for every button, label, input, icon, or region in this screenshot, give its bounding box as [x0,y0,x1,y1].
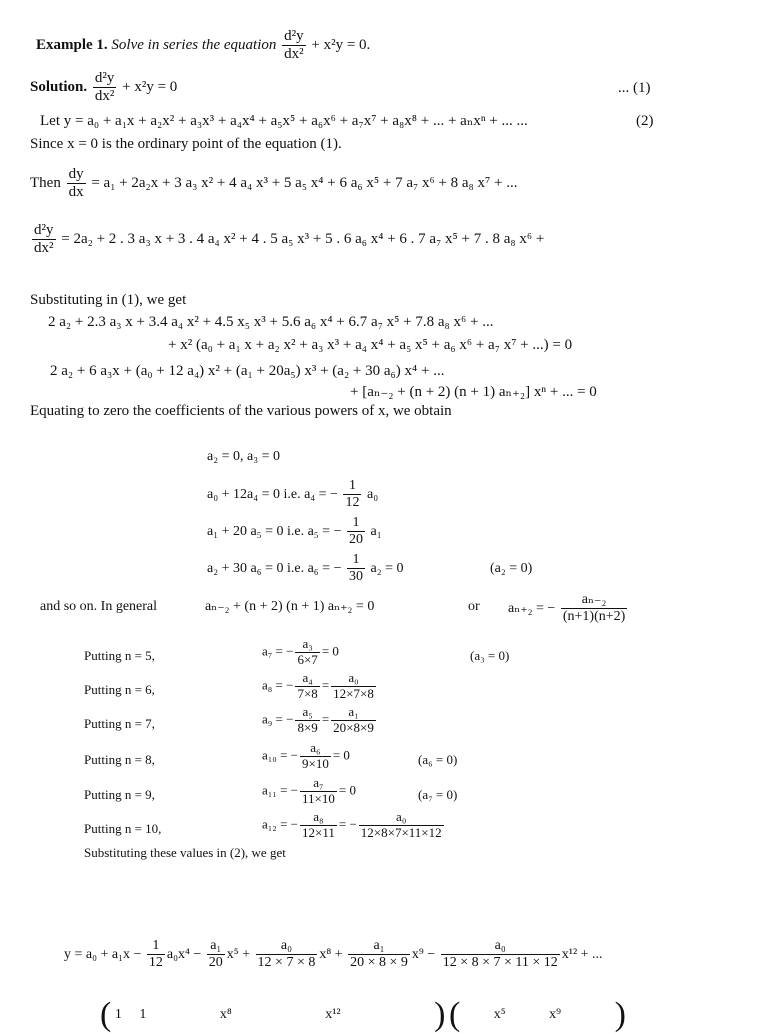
final-series: y = a₀ + a₁x − $\frac{1}{12}$ a₀x⁴ − $\frac{\text{a₁}}{20}$ x⁵ + $\frac{\text{a₀}}{12 \times 7 \times 8}$ x⁸ + $\frac{\text{a₁}}{20 \times 8 \times 9}$ x⁹ − $\frac{\text{a₀}}{12 \times 8 \times 7 \times 11 \times 12}$ x¹² + ... [64,938,603,971]
example-fraction: $\frac{\text{d²y}}{\text{dx²}}$ [284,28,304,63]
series-term-4: $\frac{\text{a₁}}{20 \times 8 \times 9}$ [350,938,408,971]
series-term-5: $\frac{\text{a₀}}{12 \times 8 \times 7 \times 11 \times 12}$ [442,938,558,971]
putting-fraction-2: $\frac{\text{a₁}}{20\times 8\times 9}$ [333,704,374,735]
general-relation: aₙ₋₂ + (n + 2) (n + 1) aₙ₊₂ = 0 [205,599,375,614]
coef-line-1: a₂ = 0, a₃ = 0 [207,449,280,464]
example-eq-rest: + x²y = 0. [311,37,371,54]
series-term-1: $\frac{1}{12}$ [148,938,163,971]
coef-line-3: a₁ + 20 a₅ = 0 i.e. a₅ = − $\frac{1}{20}$ a₁ [207,515,382,548]
putting-equation: a₇ = − $\frac{\text{a₃}}{6\times 7}$ = 0 [262,636,339,667]
substituting-line-4: + [aₙ₋₂ + (n + 2) (n + 1) aₙ₊₂] xⁿ + ... = 0 [350,384,597,400]
coef-2-fraction: $\frac{1}{12}$ [345,478,360,511]
equating-line: Equating to zero the coefficients of the various powers of x, we obtain [30,403,452,419]
solution-fraction: $\frac{\text{d²y}}{\text{dx²}}$ [94,70,115,105]
substituting-intro: Substituting in (1), we get [30,292,187,308]
putting-equation: a₁₀ = − $\frac{\text{a₆}}{9\times 10}$ = 0 [262,740,350,771]
coef-4-note: (a₂ = 0) [490,561,533,576]
putting-label: Putting n = 8, [84,752,155,767]
putting-fraction: $\frac{\text{a₄}}{7\times 8}$ [297,670,318,701]
equation-tag-2: (2) [636,113,654,129]
solution-eq-rest: + x²y = 0 [122,79,178,96]
putting-label: Putting n = 10, [84,821,162,836]
since-line: Since x = 0 is the ordinary point of the equation (1). [30,136,342,152]
substituting-line-1: 2 a₂ + 2.3 a₃ x + 3.4 a₄ x² + 4.5 x₅ x³ + 5.6 a₆ x⁴ + 6.7 a₇ x⁵ + 7.8 a₈ x⁶ + ... [48,314,494,330]
example-label: Example 1. [36,37,108,54]
equation-tag-1: ... (1) [618,80,651,96]
substituting-line-3: 2 a₂ + 6 a₃x + (a₀ + 12 a₄) x² + (a₁ + 20a₅) x³ + (a₂ + 30 a₆) x⁴ + ... [50,363,445,379]
d2y-dx2-fraction: $\frac{\text{d²y}}{\text{dx²}}$ [34,222,54,257]
coef-4-fraction: $\frac{1}{30}$ [348,552,363,585]
last-line-partial: ( 1 1 x⁸ x¹² ) ( x⁵ x⁹ ) [100,996,626,1033]
substituting-values-line: Substituting these values in (2), we get [84,845,286,860]
putting-note: (a₆ = 0) [418,752,458,767]
series-term-3: $\frac{\text{a₀}}{12 \times 7 \times 8}$ [257,938,316,971]
then-label: Then [30,175,61,192]
putting-equation: a₈ = − $\frac{\text{a₄}}{7\times 8}$ = $\frac{\text{a₀}}{12\times 7\times 8}$ [262,670,374,701]
solution-label: Solution. [30,79,88,96]
putting-equation: a₁₂ = − $\frac{\text{a₈}}{12\times 11}$ = − $\frac{\text{a₀}}{12\times 8\times 7\times 11\times 12}$ [262,809,442,840]
solution-line [30,70,177,106]
general-lead: and so on. In general [40,599,158,614]
general-formula: aₙ₊₂ = − $\frac{\text{aₙ₋₂}}{(n+1)(n+2)}$ [508,592,626,625]
putting-fraction: $\frac{\text{a₅}}{8\times 9}$ [297,704,318,735]
putting-label: Putting n = 6, [84,682,155,697]
series-term-2: $\frac{\text{a₁}}{20}$ [208,938,223,971]
coef-line-4: a₂ + 30 a₆ = 0 i.e. a₆ = − $\frac{1}{30}$ a₂ = 0 [207,552,404,585]
putting-equation: a₉ = − $\frac{\text{a₅}}{8\times 9}$ = $\frac{\text{a₁}}{20\times 8\times 9}$ [262,704,374,735]
first-derivative [30,166,517,202]
second-derivative [30,222,544,258]
example-heading [36,28,370,64]
second-derivative-rhs: = 2a₂ + 2 . 3 a₃ x + 3 . 4 a₄ x² + 4 . 5 a₅ x³ + 5 . 6 a₆ x⁴ + 6 . 7 a₇ x⁵ + 7 . 8 a₈ x⁶ + [61,231,545,248]
putting-fraction-2: $\frac{\text{a₀}}{12\times 7\times 8}$ [333,670,374,701]
putting-fraction: $\frac{\text{a₇}}{11\times 10}$ [302,775,335,806]
example-text: Solve in series the equation [111,37,277,54]
putting-note: (a₃ = 0) [470,648,510,663]
general-fraction: $\frac{\text{aₙ₋₂}}{(n+1)(n+2)}$ [562,592,626,625]
putting-fraction-2: $\frac{\text{a₀}}{12\times 8\times 7\times 11\times 12}$ [360,809,442,840]
coef-line-2: a₀ + 12a₄ = 0 i.e. a₄ = − $\frac{1}{12}$ a₀ [207,478,379,511]
substituting-line-2: + x² (a₀ + a₁ x + a₂ x² + a₃ x³ + a₄ x⁴ + a₅ x⁵ + a₆ x⁶ + a₇ x⁷ + ...) = 0 [168,337,573,353]
putting-note: (a₇ = 0) [418,787,458,802]
putting-fraction: $\frac{\text{a₆}}{9\times 10}$ [302,740,329,771]
putting-label: Putting n = 5, [84,648,155,663]
general-or: or [468,599,480,614]
putting-fraction: $\frac{\text{a₈}}{12\times 11}$ [302,809,335,840]
first-derivative-rhs: = a₁ + 2a₂x + 3 a₃ x² + 4 a₄ x³ + 5 a₅ x⁴ + 6 a₆ x⁵ + 7 a₇ x⁶ + 8 a₈ x⁷ + ... [91,175,518,192]
dy-dx-fraction: $\frac{dy}{dx}$ [68,166,84,201]
putting-fraction: $\frac{\text{a₃}}{6\times 7}$ [297,636,318,667]
coef-3-fraction: $\frac{1}{20}$ [348,515,363,548]
putting-label: Putting n = 9, [84,787,155,802]
putting-label: Putting n = 7, [84,716,155,731]
putting-equation: a₁₁ = − $\frac{\text{a₇}}{11\times 10}$ = 0 [262,775,356,806]
let-line: Let y = a₀ + a₁x + a₂x² + a₃x³ + a₄x⁴ + a₅x⁵ + a₆x⁶ + a₇x⁷ + a₈x⁸ + ... + aₙxⁿ + ... ... [40,113,528,129]
